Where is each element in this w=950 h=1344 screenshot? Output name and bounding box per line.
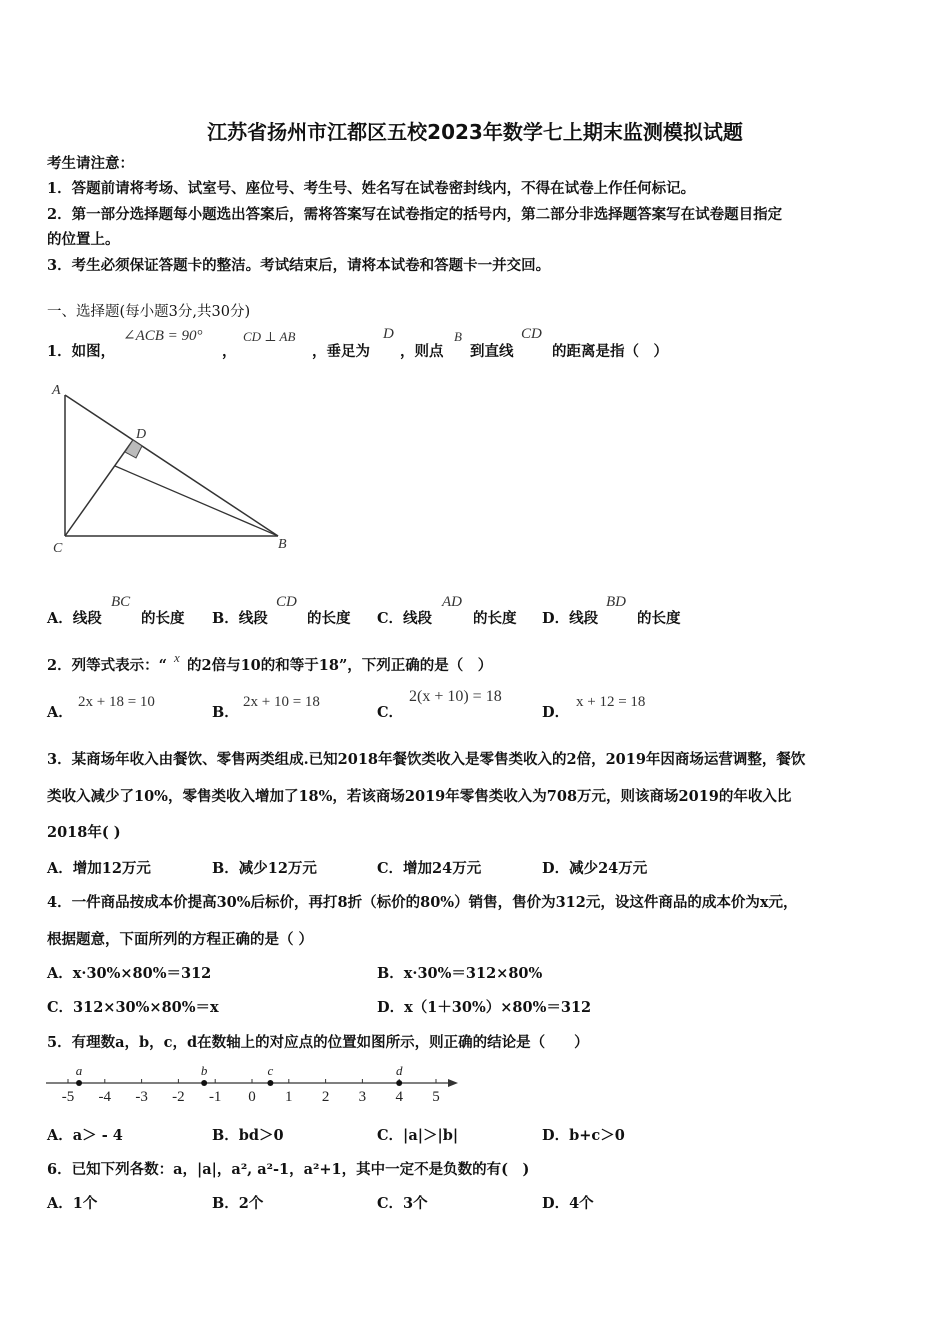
q1-text: 的距离是指（ ） — [552, 343, 668, 360]
number-line-point-b — [201, 1080, 207, 1086]
label-b: B — [278, 537, 287, 552]
notice-item: 3．考生必须保证答题卡的整洁。考试结束后，请将本试卷和答题卡一并交回。 — [47, 257, 551, 274]
q4-option[interactable]: D．x（1＋30%）×80%＝312 — [377, 999, 592, 1016]
q3-option[interactable]: C．增加24万元 — [377, 860, 482, 877]
q2-text: 的2倍与10的和等于18”，下列正确的是（ ） — [187, 657, 493, 674]
q4-text: 根据题意，下面所列的方程正确的是（ ） — [47, 931, 314, 948]
q3-option[interactable]: B．减少12万元 — [212, 860, 317, 877]
q1-math-perp: CD ⊥ AB — [243, 329, 296, 344]
q2-option-label: D． — [542, 704, 570, 721]
q4-option[interactable]: C．312×30%×80%＝x — [47, 999, 219, 1016]
q6-text: 6．已知下列各数：a，|a|，a², a²-1，a²+1，其中一定不是负数的有( ) — [47, 1161, 530, 1178]
q3-text: 类收入减少了10%，零售类收入增加了18%，若该商场2019年零售类收入为708万元，则该商场2019的年收入比 — [47, 788, 792, 805]
q5-option[interactable]: C．|a|＞|b| — [377, 1127, 459, 1144]
label-d: D — [136, 427, 147, 442]
section-heading: 一、选择题(每小题3分,共30分) — [47, 304, 251, 320]
q1-option-segment: BC — [111, 594, 131, 610]
notice-item: 的位置上。 — [47, 231, 120, 248]
number-line-point-label: b — [200, 1063, 208, 1078]
number-line-point-label: d — [395, 1063, 403, 1078]
q2-option-label: B． — [212, 704, 239, 721]
q1-option-text: 的长度 — [473, 610, 517, 627]
number-line — [40, 1055, 465, 1110]
q1-option-text: 的长度 — [141, 610, 185, 627]
q4-option[interactable]: B．x·30%＝312×80% — [377, 965, 543, 982]
triangle-figure — [45, 380, 305, 560]
q1-option-label: B．线段 — [212, 610, 268, 627]
q4-option[interactable]: A．x·30%×80%＝312 — [47, 965, 212, 982]
number-line-tick-label: 0 — [248, 1089, 256, 1105]
number-line-arrow — [448, 1079, 458, 1087]
number-line-tick-label: 1 — [285, 1089, 293, 1105]
q1-math-b: B — [454, 329, 462, 344]
q4-text: 4．一件商品按成本价提高30%后标价，再打8折（标价的80%）销售，售价为312元，设这件商品的成本价为x元， — [47, 894, 798, 911]
q1-text: ， — [222, 343, 237, 360]
q1-math-angle: ∠ACB = 90° — [123, 328, 203, 344]
q1-text: ，垂足为 — [312, 343, 370, 360]
q5-option[interactable]: D．b+c＞0 — [542, 1127, 625, 1144]
q1-option-segment: BD — [606, 594, 626, 610]
number-line-tick-label: -4 — [98, 1089, 112, 1105]
number-line-point-c — [267, 1080, 273, 1086]
number-line-tick-label: 2 — [321, 1089, 330, 1105]
q1-math-d: D — [383, 326, 394, 342]
q1-text: 1．如图， — [47, 343, 116, 360]
notice-item: 2．第一部分选择题每小题选出答案后，需将答案写在试卷指定的括号内，第二部分非选择题答案写在试卷题目指定 — [47, 206, 783, 223]
q2-option-expr: 2x + 10 = 18 — [243, 694, 320, 710]
number-line-point-a — [76, 1080, 82, 1086]
q1-option-text: 的长度 — [307, 610, 351, 627]
label-c: C — [53, 541, 63, 556]
q2-option-expr: x + 12 = 18 — [576, 694, 646, 710]
q1-option-label: A．线段 — [47, 610, 102, 627]
q2-text: 2．列等式表示：“ — [47, 657, 167, 674]
page-title: 江苏省扬州市江都区五校2023年数学七上期末监测模拟试题 — [207, 120, 743, 144]
q3-text: 2018年( ) — [47, 824, 121, 841]
q1-option-label: C．线段 — [377, 610, 433, 627]
number-line-tick-label: -3 — [135, 1089, 148, 1105]
number-line-tick-label: 3 — [358, 1089, 367, 1105]
number-line-tick-label: -5 — [61, 1089, 75, 1105]
notice-item: 1．答题前请将考场、试室号、座位号、考生号、姓名写在试卷密封线内，不得在试卷上作任何标记。 — [47, 180, 696, 197]
q1-text: 到直线 — [470, 343, 514, 360]
q2-option-label: A． — [47, 704, 73, 721]
q5-option[interactable]: A．a＞ - 4 — [47, 1127, 123, 1144]
q3-text: 3．某商场年收入由餐饮、零售两类组成.已知2018年餐饮类收入是零售类收入的2倍，2019年因商场运营调整，餐饮 — [47, 751, 806, 768]
q6-option[interactable]: C．3个 — [377, 1195, 428, 1212]
q2-option-expr: 2x + 18 = 10 — [78, 694, 155, 710]
q2-math-x: x — [174, 650, 180, 665]
number-line-point-label: a — [75, 1063, 83, 1078]
label-a: A — [52, 383, 61, 398]
number-line-tick-label: -1 — [208, 1089, 222, 1105]
number-line-point-d — [396, 1080, 402, 1086]
number-line-tick-label: 5 — [432, 1089, 440, 1105]
q1-math-cd: CD — [521, 326, 542, 342]
number-line-tick-label: -2 — [172, 1089, 185, 1105]
q1-option-text: 的长度 — [637, 610, 681, 627]
notice-heading: 考生请注意： — [47, 155, 134, 172]
number-line-point-label: c — [267, 1063, 274, 1078]
q5-text: 5．有理数a，b，c，d在数轴上的对应点的位置如图所示，则正确的结论是（ ） — [47, 1034, 589, 1051]
q2-option-label: C． — [377, 704, 404, 721]
q2-option-expr: 2(x + 10) = 18 — [409, 688, 502, 705]
q6-option[interactable]: D．4个 — [542, 1195, 594, 1212]
q6-option[interactable]: A．1个 — [47, 1195, 98, 1212]
q3-option[interactable]: A．增加12万元 — [47, 860, 151, 877]
q3-option[interactable]: D．减少24万元 — [542, 860, 648, 877]
q1-option-segment: CD — [276, 594, 297, 610]
q6-option[interactable]: B．2个 — [212, 1195, 264, 1212]
number-line-tick-label: 4 — [395, 1089, 403, 1105]
q1-text: ，则点 — [400, 343, 444, 360]
q1-option-segment: AD — [442, 594, 462, 610]
q1-option-label: D．线段 — [542, 610, 599, 627]
q5-option[interactable]: B．bd＞0 — [212, 1127, 284, 1144]
